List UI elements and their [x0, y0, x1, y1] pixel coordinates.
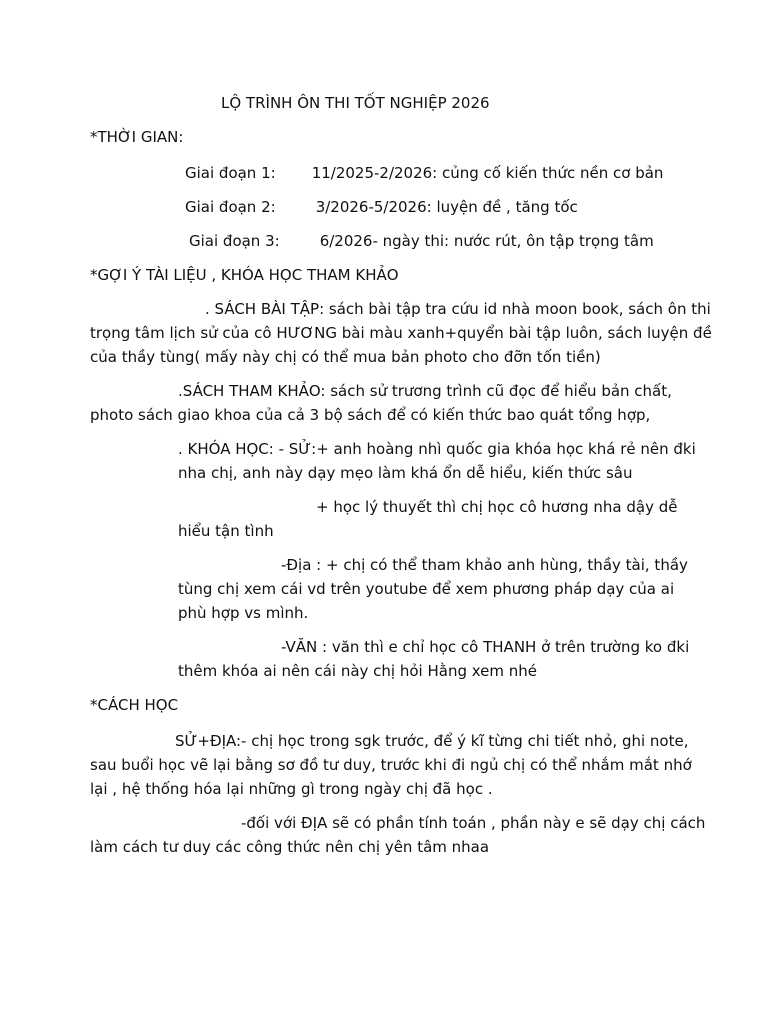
phase-2	[185, 196, 578, 218]
course-literature-line: -VĂN : văn thì e chỉ học cô THANH ở trên trường ko đki	[281, 638, 690, 656]
course-geography-line: tùng chị xem cái vd trên youtube để xem phương pháp dạy của ai	[178, 580, 675, 598]
phase-label: Giai đoạn 1:	[185, 164, 276, 182]
reference-books-line: photo sách giao khoa của cả 3 bộ sách để có kiến thức bao quát tổng hợp,	[90, 406, 651, 424]
exercise-books-line: trọng tâm lịch sử của cô HƯƠNG bài màu xanh+quyển bài tập luôn, sách luyện đề	[90, 324, 712, 342]
document-title: LỘ TRÌNH ÔN THI TỐT NGHIỆP 2026	[221, 94, 490, 112]
course-theory-line: + học lý thuyết thì chị học cô hương nha dậy dễ	[316, 498, 678, 516]
course-geography-line: -Địa : + chị có thể tham khảo anh hùng, thầy tài, thầy	[281, 556, 688, 574]
study-heading: *CÁCH HỌC	[90, 696, 179, 714]
phase-text: 11/2025-2/2026: củng cố kiến thức nền cơ bản	[311, 164, 664, 182]
reference-books-line: .SÁCH THAM KHẢO: sách sử trương trình cũ đọc để hiểu bản chất,	[178, 382, 672, 400]
course-history-line: . KHÓA HỌC: - SỬ:+ anh hoàng nhì quốc gia khóa học khá rẻ nên đki	[178, 440, 696, 458]
study-history-geo-line: sau buổi học vẽ lại bằng sơ đồ tư duy, trước khi đi ngủ chị có thể nhắm mắt nhớ	[90, 756, 692, 774]
study-history-geo-line: SỬ+ĐỊA:- chị học trong sgk trước, để ý kĩ từng chi tiết nhỏ, ghi note,	[175, 732, 689, 750]
course-theory-line: hiểu tận tình	[178, 522, 274, 540]
course-history-line: nha chị, anh này dạy mẹo làm khá ổn dễ hiểu, kiến thức sâu	[178, 464, 633, 482]
course-literature-line: thêm khóa ai nên cái này chị hỏi Hằng xem nhé	[178, 662, 538, 680]
exercise-books-line: của thầy tùng( mấy này chị có thể mua bản photo cho đỡn tốn tiền)	[90, 348, 601, 366]
phase-1	[185, 162, 663, 184]
time-heading: *THỜI GIAN:	[90, 128, 184, 146]
materials-heading: *GỢI Ý TÀI LIỆU , KHÓA HỌC THAM KHẢO	[90, 266, 399, 284]
phase-text: 3/2026-5/2026: luyện đề , tăng tốc	[315, 198, 578, 216]
exercise-books-line: . SÁCH BÀI TẬP: sách bài tập tra cứu id nhà moon book, sách ôn thi	[205, 300, 711, 318]
study-geo-calc-line: làm cách tư duy các công thức nên chị yên tâm nhaa	[90, 838, 490, 856]
course-geography-line: phù hợp vs mình.	[178, 604, 309, 622]
study-history-geo-line: lại , hệ thống hóa lại những gì trong ngày chị đã học .	[90, 780, 493, 798]
phase-label: Giai đoạn 2:	[185, 198, 276, 216]
phase-text: 6/2026- ngày thi: nước rút, ôn tập trọng tâm	[319, 232, 654, 250]
study-geo-calc-line: -đối với ĐỊA sẽ có phần tính toán , phần này e sẽ dạy chị cách	[241, 814, 706, 832]
phase-label: Giai đoạn 3:	[189, 232, 280, 250]
phase-3	[189, 230, 654, 252]
